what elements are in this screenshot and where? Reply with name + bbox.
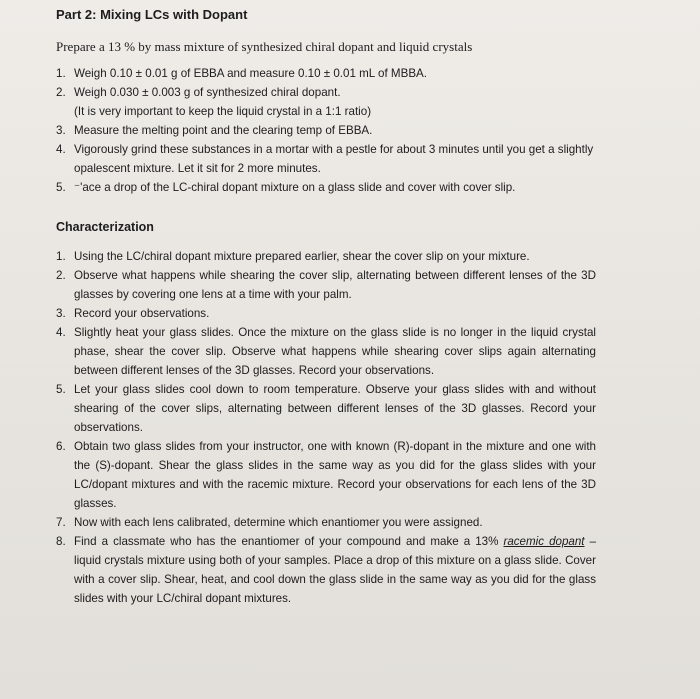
item-number: 7.	[56, 516, 66, 529]
preparation-list	[56, 64, 596, 197]
item-number: 4.	[56, 143, 66, 156]
item-number: 5.	[56, 383, 66, 396]
list-item	[56, 380, 596, 437]
item-text: Slightly heat your glass slides. Once the mixture on the glass slide is no longer in the liquid crystal phase, shear the cover slip. Observe what happens while shearing cover slips again alternating between different lenses of the 3D glasses. Record your observations.	[74, 326, 596, 377]
racemic-dopant-term: racemic dopant	[503, 535, 585, 548]
item-number: 2.	[56, 269, 66, 282]
item-text: Measure the melting point and the clearing temp of EBBA.	[74, 124, 373, 137]
list-item	[56, 513, 596, 532]
item-number: 4.	[56, 326, 66, 339]
item-number: 1.	[56, 250, 66, 263]
list-item	[56, 64, 596, 83]
list-item	[56, 178, 596, 197]
item-text: Weigh 0.10 ± 0.01 g of EBBA and measure 0.10 ± 0.01 mL of MBBA.	[74, 67, 428, 80]
list-item	[56, 266, 596, 304]
item-text: Using the LC/chiral dopant mixture prepared earlier, shear the cover slip on your mixture.	[74, 250, 530, 263]
item-text: ⁻'ace a drop of the LC-chiral dopant mixture on a glass slide and cover with cover slip.	[74, 181, 516, 194]
item-number: 3.	[56, 307, 66, 320]
list-item	[56, 532, 596, 608]
item-text: Let your glass slides cool down to room temperature. Observe your glass slides with and without shearing of the cover slips, alternating between different lenses of the 3D glasses. Record your observations.	[74, 383, 596, 434]
list-item	[56, 304, 596, 323]
item-text: Now with each lens calibrated, determine which enantiomer you were assigned.	[74, 516, 483, 529]
item-number: 5.	[56, 181, 66, 194]
item-number: 6.	[56, 440, 66, 453]
item-number: 8.	[56, 535, 66, 548]
item-text: Find a classmate who has the enantiomer of your compound and make a 13%	[74, 535, 504, 548]
item-number: 3.	[56, 124, 66, 137]
characterization-list	[56, 247, 596, 608]
part-title: Part 2: Mixing LCs with Dopant	[56, 7, 248, 22]
document-content	[56, 6, 596, 608]
intro-text: Prepare a 13 % by mass mixture of synthesized chiral dopant and liquid crystals	[56, 39, 473, 54]
item-number: 2.	[56, 86, 66, 99]
list-item	[56, 437, 596, 513]
item-text: Obtain two glass slides from your instructor, one with known (R)-dopant in the mixture and one with the (S)-dopant. Shear the glass slides in the same way as you did for the glass slides with your LC/dopant mixtures and with the racemic mixture. Record your observations for each lens of the 3D glasses.	[74, 440, 596, 510]
item-text: Weigh 0.030 ± 0.003 g of synthesized chiral dopant.	[74, 86, 341, 99]
list-item	[56, 83, 596, 121]
item-text: Record your observations.	[74, 307, 210, 320]
item-text: Observe what happens while shearing the cover slip, alternating between different lenses of the 3D glasses by covering one lens at a time with your palm.	[74, 269, 596, 301]
characterization-title: Characterization	[56, 220, 154, 234]
list-item	[56, 323, 596, 380]
item-number: 1.	[56, 67, 66, 80]
list-item	[56, 247, 596, 266]
item-note: (It is very important to keep the liquid crystal in a 1:1 ratio)	[74, 105, 372, 118]
list-item	[56, 140, 596, 178]
list-item	[56, 121, 596, 140]
item-text: – liquid crystals mixture using both of your samples. Place a drop of this mixture on a glass slide. Cover with a cover slip. Shear, heat, and cool down the glass slide in the same way as you did for the glass slides with your LC/chiral dopant mixtures.	[74, 535, 597, 605]
item-text: Vigorously grind these substances in a mortar with a pestle for about 3 minutes until you get a slightly opalescent mixture. Let it sit for 2 more minutes.	[74, 143, 594, 175]
